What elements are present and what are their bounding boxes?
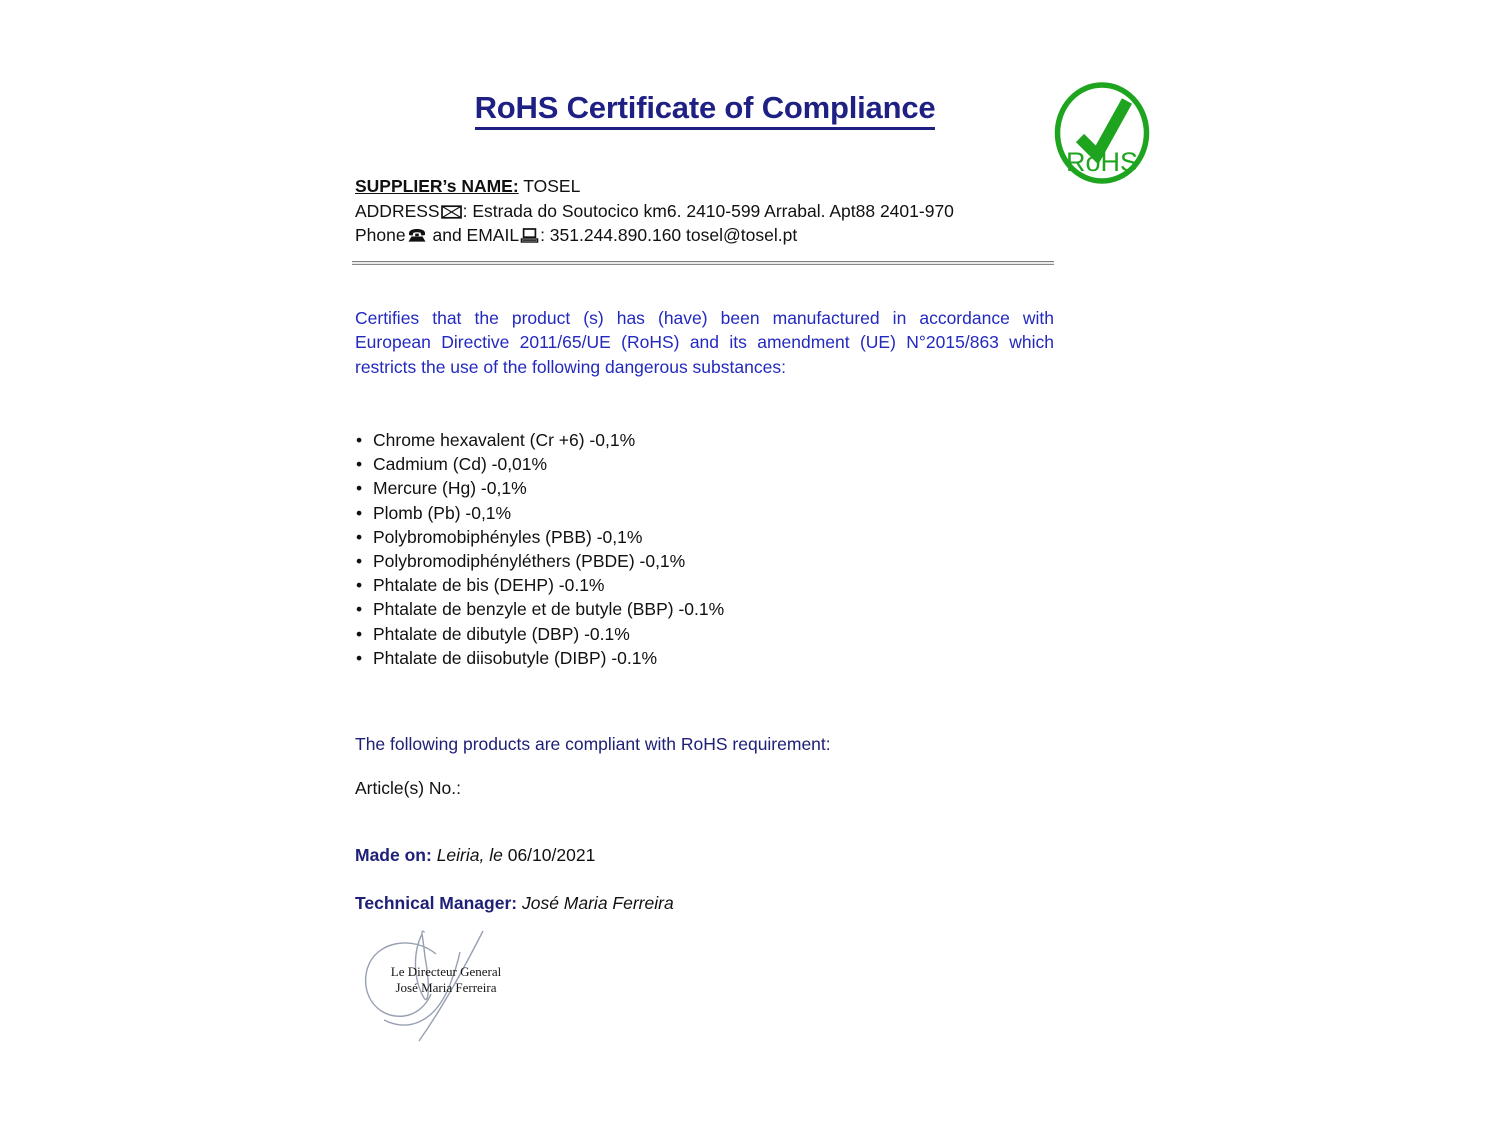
substance-item bbox=[356, 549, 1046, 573]
contact-value: : 351.244.890.160 tosel@tosel.pt bbox=[540, 225, 798, 245]
substance-text: • Phtalate de diisobutyle (DIBP) -0.1% bbox=[373, 647, 658, 668]
substance-text: • Cadmium (Cd) -0,01% bbox=[373, 454, 548, 475]
substance-text: • Chrome hexavalent (Cr +6) -0,1% bbox=[373, 430, 636, 450]
substance-text: • Mercure (Hg) -0,1% bbox=[373, 478, 527, 499]
made-on-line bbox=[355, 845, 595, 866]
article-number-line: Article(s) No.: bbox=[355, 778, 461, 798]
substance-text: • Polybromodiphényléthers (PBDE) -0,1% bbox=[373, 551, 686, 572]
supplier-contact-line bbox=[355, 223, 1055, 248]
divider bbox=[352, 261, 1054, 265]
certification-line: European Directive 2011/65/UE (RoHS) and its amendment (UE) N°2015/863 which bbox=[355, 332, 1054, 353]
rohs-logo-label: RoHS bbox=[1065, 147, 1139, 177]
signature-text bbox=[390, 964, 502, 996]
substance-item bbox=[356, 525, 1046, 549]
compliance-statement: The following products are compliant with RoHS requirement: bbox=[355, 734, 831, 754]
page-title-text: RoHS Certificate of Compliance bbox=[475, 90, 936, 130]
signature-name: José Maria Ferreira bbox=[395, 980, 497, 995]
supplier-address-line bbox=[355, 199, 1055, 224]
substance-text: • Phtalate de benzyle et de butyle (BBP) -0.1% bbox=[373, 599, 725, 620]
substance-item bbox=[356, 501, 1046, 525]
substance-item bbox=[356, 476, 1046, 500]
supplier-name-value: TOSEL bbox=[523, 176, 581, 196]
rohs-logo-graphic bbox=[1052, 80, 1152, 186]
substance-item bbox=[356, 428, 1046, 452]
substance-text: • Plomb (Pb) -0,1% bbox=[373, 502, 512, 523]
made-on-date: 06/10/2021 bbox=[507, 845, 596, 865]
certification-paragraph bbox=[355, 306, 1054, 379]
substance-item bbox=[356, 573, 1046, 597]
substance-item bbox=[356, 646, 1046, 670]
made-on-place: Leiria, le bbox=[436, 845, 503, 865]
substance-item bbox=[356, 597, 1046, 621]
substance-text: • Phtalate de bis (DEHP) -0.1% bbox=[373, 575, 605, 596]
substance-item bbox=[356, 452, 1046, 476]
technical-manager-name: José Maria Ferreira bbox=[521, 893, 674, 913]
signature bbox=[356, 922, 506, 1054]
phone-icon bbox=[407, 228, 427, 243]
certification-line: restricts the use of the following dangerous substances: bbox=[355, 356, 786, 377]
substance-text: • Phtalate de dibutyle (DBP) -0.1% bbox=[373, 623, 630, 644]
rohs-logo bbox=[1052, 80, 1152, 186]
technical-manager-label: Technical Manager: bbox=[355, 893, 518, 913]
technical-manager-line bbox=[355, 893, 674, 914]
address-label: ADDRESS bbox=[355, 200, 440, 221]
computer-icon bbox=[520, 228, 539, 243]
substances-list bbox=[356, 428, 1046, 670]
and-email-label: and EMAIL bbox=[432, 225, 520, 245]
supplier-block bbox=[355, 174, 1055, 248]
phone-label: Phone bbox=[355, 225, 406, 245]
made-on-label: Made on: bbox=[355, 845, 432, 865]
address-value: : Estrada do Soutocico km6. 2410-599 Arrabal. Apt88 2401-970 bbox=[462, 200, 954, 221]
page-title bbox=[355, 90, 1055, 126]
supplier-name-label: SUPPLIER’s NAME: bbox=[355, 176, 519, 196]
supplier-name-line bbox=[355, 174, 1055, 199]
substance-text: • Polybromobiphényles (PBB) -0,1% bbox=[373, 526, 643, 547]
envelope-icon bbox=[441, 205, 462, 219]
certification-line: Certifies that the product (s) has (have) been manufactured in accordance with bbox=[355, 308, 1054, 328]
substance-item bbox=[356, 622, 1046, 646]
signature-title: Le Directeur General bbox=[390, 964, 502, 979]
